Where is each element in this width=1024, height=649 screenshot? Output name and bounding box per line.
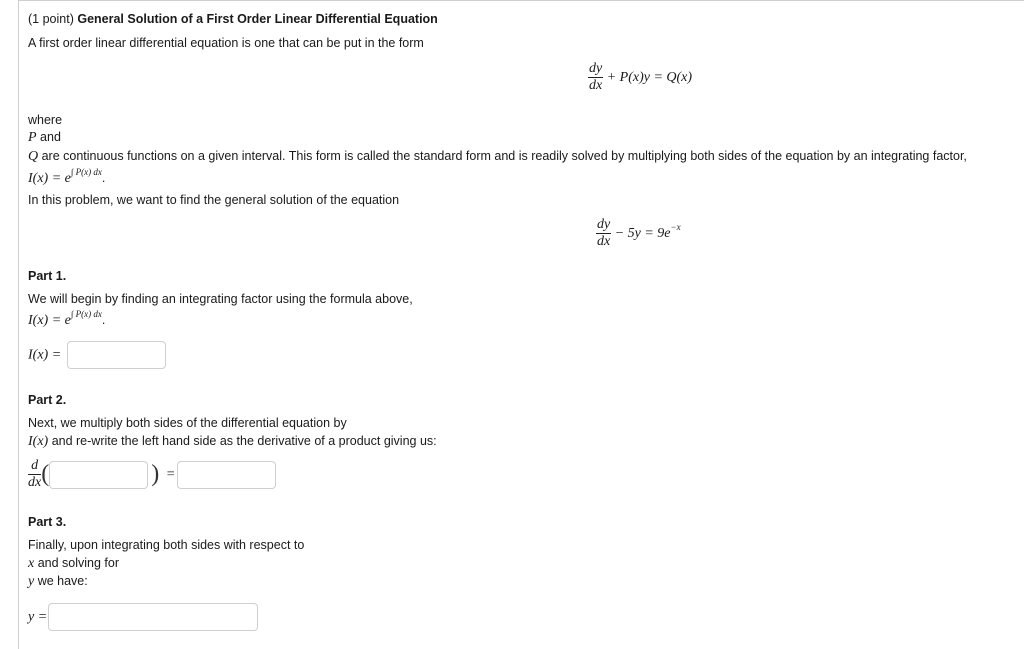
integrating-factor-input[interactable] — [67, 341, 166, 369]
and-text: and — [40, 130, 61, 144]
part3-text3-line — [28, 574, 88, 590]
rhs-input[interactable] — [177, 461, 276, 489]
open-paren: ( — [41, 461, 50, 487]
p-variable: P — [28, 130, 37, 145]
part3-y-var: y — [28, 574, 35, 589]
integrating-factor-formula: $I(x) = e^{\int P(x) dx}$. — [28, 167, 106, 186]
part1-text: We will begin by finding an integrating factor using the formula above, — [28, 292, 413, 306]
part2-text1: Next, we multiply both sides of the differential equation by — [28, 416, 347, 430]
part1-answer-label: I(x) = — [28, 347, 62, 363]
part3-text2: and solving for — [37, 556, 120, 570]
part3-answer-row — [28, 603, 258, 631]
part3-answer-label: y = — [28, 609, 48, 625]
points-label: (1 point) — [28, 12, 74, 26]
dy-dx-fraction: $\frac{dy}{dx}$ — [589, 61, 603, 93]
standard-form-equation — [588, 62, 692, 93]
part2-text2: and re-write the left hand side as the derivative of a product giving us: — [51, 434, 437, 448]
problem-statement: In this problem, we want to find the general solution of the equation — [28, 193, 400, 207]
part1-answer-row — [28, 341, 166, 369]
part3-text1: Finally, upon integrating both sides with respect to — [28, 538, 305, 552]
part3-heading: Part 3. — [28, 515, 67, 529]
where-text: where — [28, 113, 63, 127]
part2-heading: Part 2. — [28, 393, 67, 407]
problem-exponent: −x — [670, 221, 681, 232]
q-description: are continuous functions on a given interval. This form is called the standard form and is readily solved by multiplying both sides of the equation by an integrating factor, — [41, 149, 967, 163]
q-variable: Q — [28, 149, 39, 164]
d-dx-fraction: $\frac{d}{dx}$ — [28, 458, 42, 490]
part2-ix: I(x) — [28, 434, 49, 449]
product-input[interactable] — [49, 461, 148, 489]
ix-exponent: ∫ P(x) dx — [70, 167, 102, 177]
problem-title: General Solution of a First Order Linear Differential Equation — [77, 12, 438, 26]
part2-answer-row — [28, 459, 276, 490]
close-paren: ) — [151, 461, 160, 487]
general-solution-input[interactable] — [48, 603, 258, 631]
part2-text2-line — [28, 434, 437, 450]
part3-text3: we have: — [37, 574, 88, 588]
problem-equation — [596, 218, 681, 249]
part2-equals: = — [166, 466, 175, 482]
ix-lhs: I(x) = e — [28, 171, 71, 186]
part1-heading: Part 1. — [28, 269, 67, 283]
problem-dy-dx-fraction: $\frac{dy}{dx}$ — [597, 217, 611, 249]
part3-x-var: x — [28, 556, 35, 571]
p-line — [28, 130, 61, 146]
standard-form-rest: + P(x)y = Q(x) — [606, 69, 693, 85]
part3-text2-line — [28, 556, 119, 572]
part1-formula: $I(x) = e^{\int P(x) dx}$. — [28, 309, 106, 328]
problem-equation-rest: − 5y = 9e — [614, 225, 671, 241]
problem-header — [28, 12, 438, 26]
q-line — [28, 149, 967, 165]
intro-text: A first order linear differential equation is one that can be put in the form — [28, 36, 424, 50]
